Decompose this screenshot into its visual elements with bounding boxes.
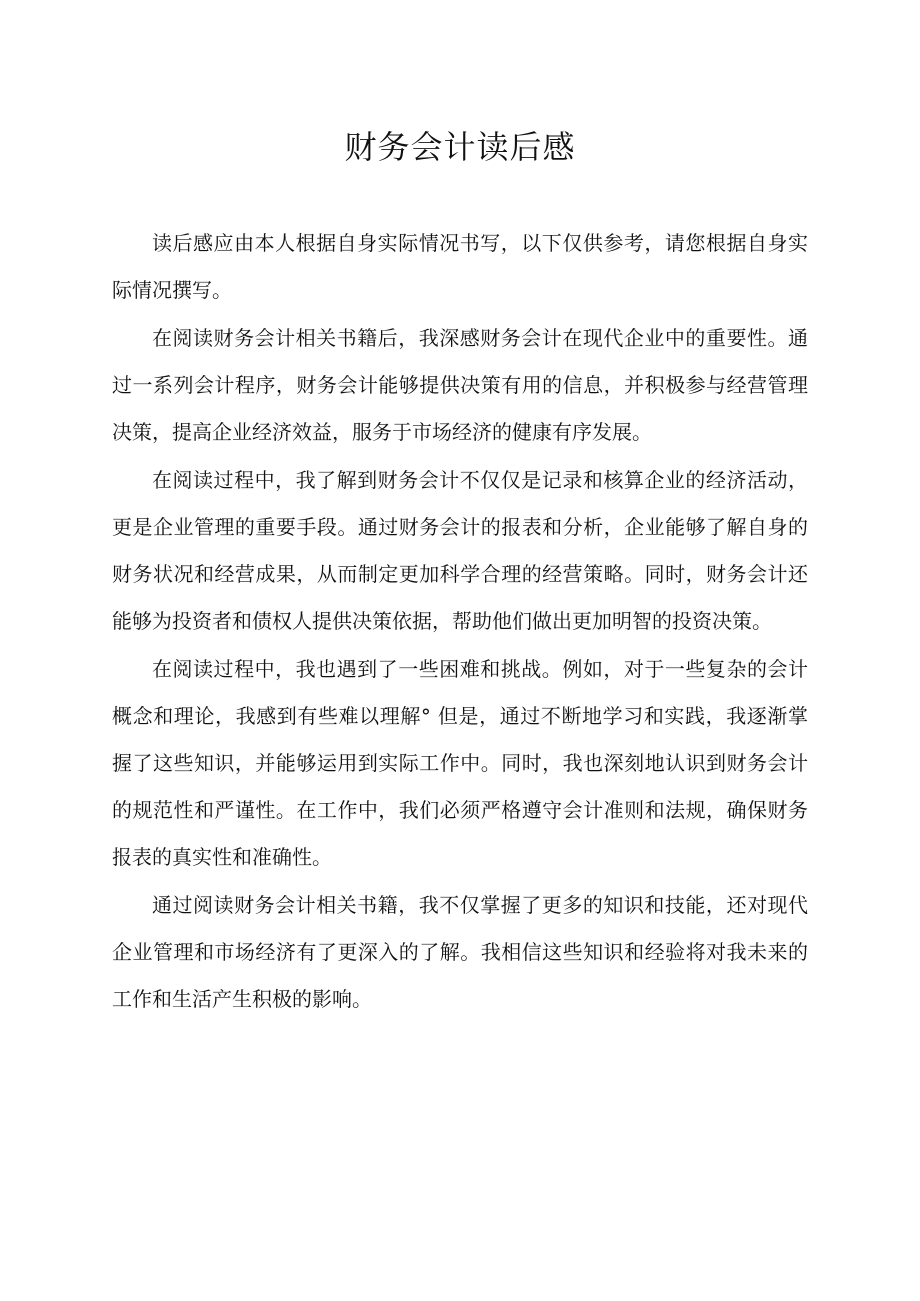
- paragraph-3: 在阅读过程中，我也遇到了一些困难和挑战。例如，对于一些复杂的会计概念和理论，我感到有些难以理解° 但是，通过不断地学习和实践，我逐渐掌握了这些知识，并能够运用到实际工作中。同时，我也深刻地认识到财务会计的规范性和严谨性。在工作中，我们必须严格遵守会计准则和法规，确保财务报表的真实性和准确性。: [112, 657, 808, 869]
- document-body: [112, 220, 808, 1024]
- document-title: 财务会计读后感: [344, 128, 576, 166]
- paragraph-disclaimer: 读后感应由本人根据自身实际情况书写，以下仅供参考，请您根据自身实际情况撰写。: [112, 231, 808, 302]
- paragraph-1: 在阅读财务会计相关书籍后，我深感财务会计在现代企业中的重要性。通过一系列会计程序，财务会计能够提供决策有用的信息，并积极参与经营管理决策，提高企业经济效益，服务于市场经济的健康有序发展。: [112, 326, 808, 444]
- paragraph-4: 通过阅读财务会计相关书籍，我不仅掌握了更多的知识和技能，还对现代企业管理和市场经济有了更深入的了解。我相信这些知识和经验将对我未来的工作和生活产生积极的影响。: [112, 893, 808, 1011]
- paragraph-2: 在阅读过程中，我了解到财务会计不仅仅是记录和核算企业的经济活动，更是企业管理的重要手段。通过财务会计的报表和分析，企业能够了解自身的财务状况和经营成果，从而制定更加科学合理的经营策略。同时，财务会计还能够为投资者和债权人提供决策依据，帮助他们做出更加明智的投资决策。: [112, 468, 808, 633]
